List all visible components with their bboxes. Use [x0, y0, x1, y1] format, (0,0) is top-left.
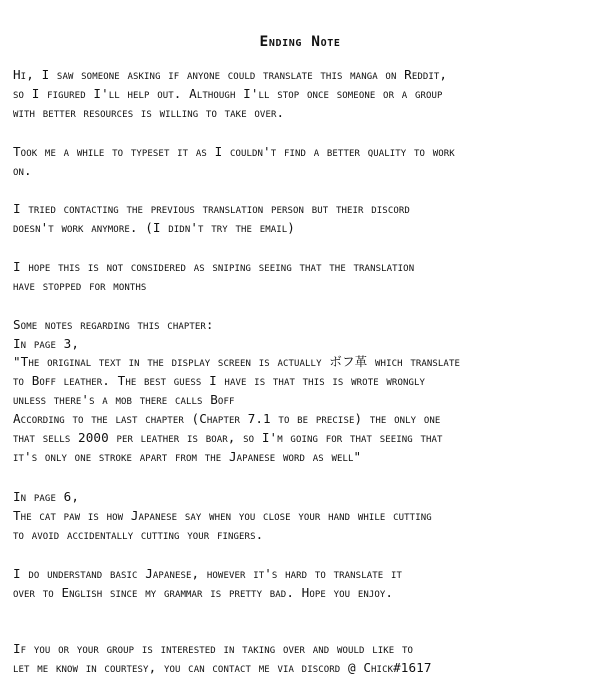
paragraph-line: According to the last chapter (Chapter 7.1 to be precise) the only one — [13, 411, 441, 426]
paragraph-line: on. — [13, 163, 32, 178]
paragraph-line: it's only one stroke apart from the Japanese word as well" — [13, 449, 362, 464]
paragraph-line: Hi, I saw someone asking if anyone could translate this manga on Reddit, — [13, 67, 448, 82]
paragraph-line: to avoid accidentally cutting your fingers. — [13, 527, 264, 542]
paragraph-line: In page 3, — [13, 336, 80, 351]
paragraph-line: that sells 2000 per leather is boar, so I'm going for that seeing that — [13, 430, 443, 445]
paragraph-line: In page 6, — [13, 489, 80, 504]
paragraph-line: with better resources is willing to take over. — [13, 105, 285, 120]
paragraph-line: The cat paw is how Japanese say when you close your hand while cutting — [13, 508, 432, 523]
paragraph-line: If you or your group is interested in taking over and would like to — [13, 641, 414, 656]
paragraph-line: I tried contacting the previous translation person but their discord — [13, 201, 410, 216]
paragraph-line: Some notes regarding this chapter: — [13, 317, 214, 332]
paragraph-line: let me know in courtesy, you can contact me via discord @ Chick#1617 — [13, 660, 432, 675]
paragraph-line: have stopped for months — [13, 278, 147, 293]
paragraph-line: I do understand basic Japanese, however it's hard to translate it — [13, 566, 402, 581]
paragraph-line: Took me a while to typeset it as I couldn't find a better quality to work — [13, 144, 455, 159]
paragraph-line: so I figured I'll help out. Although I'll stop once someone or a group — [13, 86, 443, 101]
paragraph-line: doesn't work anymore. (I didn't try the email) — [13, 220, 295, 235]
paragraph-line: I hope this is not considered as sniping seeing that the translation — [13, 259, 415, 274]
page-title: Ending Note — [259, 34, 341, 50]
paragraph-line: to Boff leather. The best guess I have is that this is wrote wrongly — [13, 373, 426, 388]
paragraph-line: "The original text in the display screen is actually ボフ革 which translate — [13, 354, 460, 369]
paragraph-line: over to English since my grammar is pretty bad. Hope you enjoy. — [13, 585, 394, 600]
paragraph-line: unless there's a mob there calls Boff — [13, 392, 235, 407]
